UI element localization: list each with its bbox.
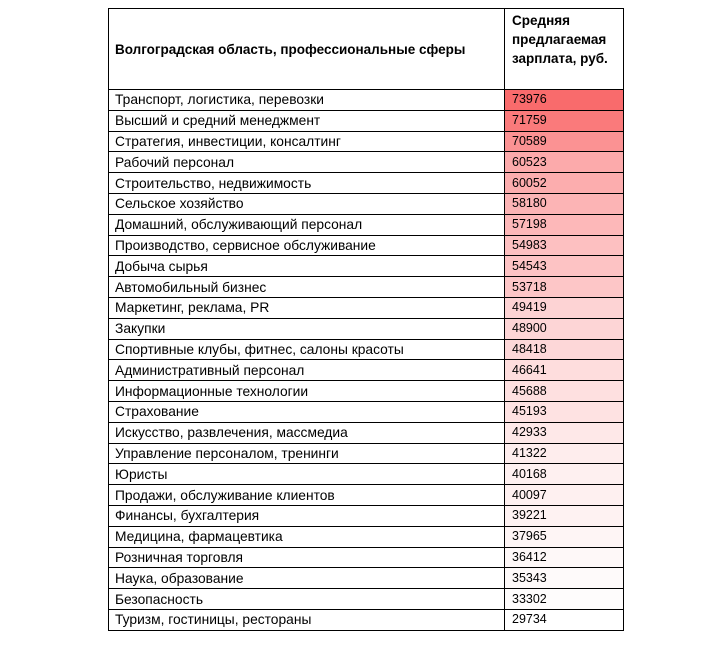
salary-cell: 36412 (505, 547, 624, 568)
column-header-salary: Средняя предлагаемая зарплата, руб. (505, 9, 624, 90)
table-row (109, 505, 624, 526)
salary-cell: 41322 (505, 443, 624, 464)
salary-cell: 45193 (505, 401, 624, 422)
table-row (109, 547, 624, 568)
salary-cell: 49419 (505, 297, 624, 318)
table-row (109, 277, 624, 298)
table-row (109, 297, 624, 318)
table-row (109, 152, 624, 173)
category-cell: Туризм, гостиницы, рестораны (109, 609, 505, 630)
table-row (109, 526, 624, 547)
salary-cell: 35343 (505, 568, 624, 589)
salary-cell: 54983 (505, 235, 624, 256)
salary-cell: 48900 (505, 318, 624, 339)
table-row (109, 193, 624, 214)
table-row (109, 173, 624, 194)
category-cell: Безопасность (109, 589, 505, 610)
salary-cell: 39221 (505, 505, 624, 526)
table-row (109, 381, 624, 402)
salary-cell: 60523 (505, 152, 624, 173)
category-cell: Страхование (109, 401, 505, 422)
salary-cell: 40097 (505, 485, 624, 506)
salary-table (108, 8, 624, 631)
category-cell: Производство, сервисное обслуживание (109, 235, 505, 256)
salary-cell: 60052 (505, 173, 624, 194)
category-cell: Автомобильный бизнес (109, 277, 505, 298)
column-header-category: Волгоградская область, профессиональные сферы (109, 9, 505, 90)
category-cell: Рабочий персонал (109, 152, 505, 173)
category-cell: Закупки (109, 318, 505, 339)
category-cell: Информационные технологии (109, 381, 505, 402)
category-cell: Финансы, бухгалтерия (109, 505, 505, 526)
table-row (109, 443, 624, 464)
category-cell: Высший и средний менеджмент (109, 110, 505, 131)
salary-cell: 42933 (505, 422, 624, 443)
table-row (109, 318, 624, 339)
header-row (109, 9, 624, 90)
table-row (109, 568, 624, 589)
salary-cell: 70589 (505, 131, 624, 152)
salary-cell: 48418 (505, 339, 624, 360)
category-cell: Розничная торговля (109, 547, 505, 568)
table-row (109, 256, 624, 277)
category-cell: Маркетинг, реклама, PR (109, 297, 505, 318)
category-cell: Спортивные клубы, фитнес, салоны красоты (109, 339, 505, 360)
salary-cell: 40168 (505, 464, 624, 485)
table-row (109, 609, 624, 630)
table-row (109, 360, 624, 381)
table-body (109, 90, 624, 631)
category-cell: Строительство, недвижимость (109, 173, 505, 194)
table-row (109, 464, 624, 485)
salary-cell: 53718 (505, 277, 624, 298)
salary-cell: 46641 (505, 360, 624, 381)
table-row (109, 131, 624, 152)
table-row (109, 110, 624, 131)
category-cell: Искусство, развлечения, массмедиа (109, 422, 505, 443)
category-cell: Стратегия, инвестиции, консалтинг (109, 131, 505, 152)
salary-cell: 71759 (505, 110, 624, 131)
category-cell: Сельское хозяйство (109, 193, 505, 214)
category-cell: Добыча сырья (109, 256, 505, 277)
table-row (109, 90, 624, 111)
table-row (109, 485, 624, 506)
category-cell: Продажи, обслуживание клиентов (109, 485, 505, 506)
salary-cell: 57198 (505, 214, 624, 235)
table-row (109, 422, 624, 443)
salary-cell: 29734 (505, 609, 624, 630)
salary-cell: 73976 (505, 90, 624, 111)
salary-cell: 33302 (505, 589, 624, 610)
category-cell: Административный персонал (109, 360, 505, 381)
category-cell: Наука, образование (109, 568, 505, 589)
table-row (109, 214, 624, 235)
salary-cell: 58180 (505, 193, 624, 214)
category-cell: Транспорт, логистика, перевозки (109, 90, 505, 111)
table-row (109, 235, 624, 256)
table-row (109, 589, 624, 610)
category-cell: Управление персоналом, тренинги (109, 443, 505, 464)
category-cell: Юристы (109, 464, 505, 485)
salary-cell: 54543 (505, 256, 624, 277)
table-row (109, 339, 624, 360)
category-cell: Медицина, фармацевтика (109, 526, 505, 547)
salary-cell: 37965 (505, 526, 624, 547)
table-row (109, 401, 624, 422)
category-cell: Домашний, обслуживающий персонал (109, 214, 505, 235)
salary-cell: 45688 (505, 381, 624, 402)
